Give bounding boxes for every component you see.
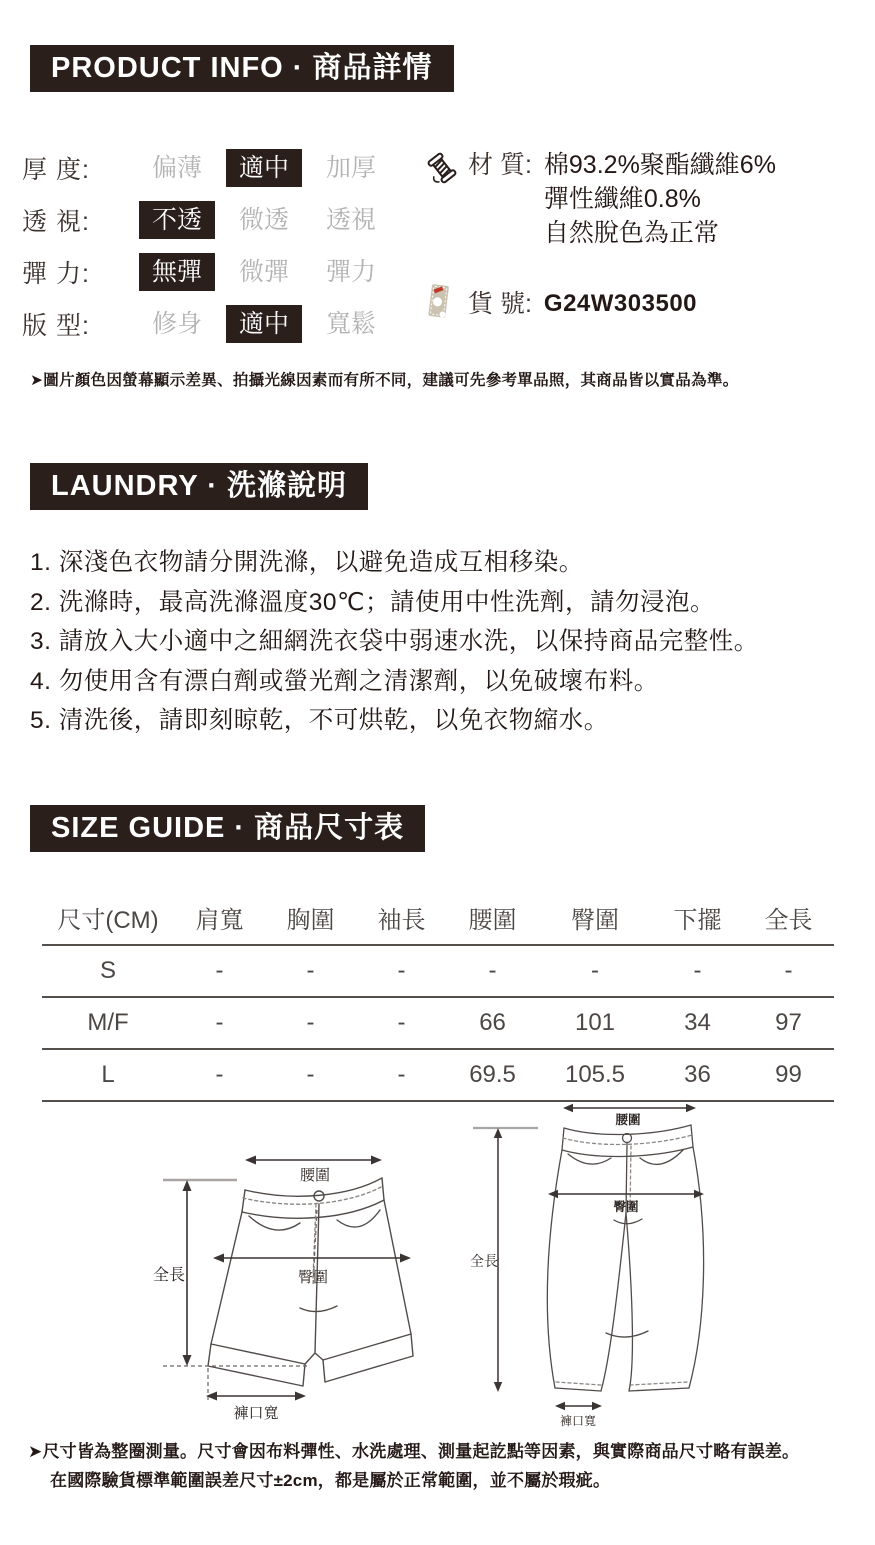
item-number-label: 貨 號: [468, 289, 532, 318]
material-label: 材 質: [468, 151, 532, 179]
pants-leg-opening-label: 褲口寬 [559, 1414, 597, 1428]
attribute-label: 透 視: [22, 208, 90, 236]
shorts-waist-label: 腰圍 [299, 1167, 331, 1184]
laundry-item: 1. 深淺色衣物請分開洗滌，以避免造成互相移染。 [30, 549, 584, 576]
item-number-value: G24W303500 [543, 289, 698, 317]
laundry-item: 5. 清洗後，請即刻晾乾，不可烘乾，以免衣物縮水。 [30, 707, 609, 734]
attribute-option-selected: 適中 [226, 149, 302, 187]
size-table-header-row [42, 890, 834, 945]
size-value-cell: - [447, 945, 538, 997]
attribute-option: 偏薄 [151, 154, 202, 182]
size-table-column-header: 全長 [743, 890, 834, 945]
size-name-cell: M/F [42, 997, 174, 1049]
shorts-measurement-diagram [145, 1148, 425, 1428]
size-value-cell: - [743, 945, 834, 997]
attribute-option: 微透 [238, 206, 289, 234]
size-table-column-header: 腰圍 [447, 890, 538, 945]
size-value-cell: 66 [447, 997, 538, 1049]
size-table-column-header: 肩寬 [174, 890, 265, 945]
size-disclaimer-line2: 在國際驗貨標準範圍誤差尺寸±2cm，都是屬於正常範圍，並不屬於瑕疵。 [50, 1471, 611, 1490]
attribute-option-selected: 不透 [139, 201, 215, 239]
laundry-item: 3. 請放入大小適中之細網洗衣袋中弱速水洗，以保持商品完整性。 [30, 628, 759, 655]
size-table-row [42, 997, 834, 1049]
item-number-row [424, 280, 697, 327]
size-table-column-header: 下擺 [652, 890, 743, 945]
attribute-label: 版 型: [22, 312, 90, 340]
clothing-tag-icon [424, 280, 468, 327]
size-table [42, 890, 834, 1102]
attribute-label: 彈 力: [22, 260, 90, 288]
size-value-cell: 97 [743, 997, 834, 1049]
size-value-cell: - [174, 1049, 265, 1101]
size-table-column-header: 胸圍 [265, 890, 356, 945]
attribute-list [22, 142, 389, 350]
material-row [424, 148, 872, 250]
size-value-cell: - [174, 997, 265, 1049]
size-value-cell: - [356, 1049, 447, 1101]
pants-measurement-diagram [468, 1098, 713, 1433]
attribute-option: 修身 [151, 310, 202, 338]
size-name-cell: S [42, 945, 174, 997]
size-disclaimer-line1: ➤尺寸皆為整圈測量。尺寸會因布料彈性、水洗處理、測量起訖點等因素，與實際商品尺寸略有誤差。 [28, 1442, 800, 1461]
shorts-length-label: 全長 [153, 1267, 186, 1284]
size-value-cell: - [265, 997, 356, 1049]
attribute-option-selected: 適中 [226, 305, 302, 343]
size-table-column-header: 袖長 [356, 890, 447, 945]
attribute-option: 微彈 [238, 258, 289, 286]
size-value-cell: 101 [538, 997, 652, 1049]
attribute-option: 加厚 [325, 154, 376, 182]
laundry-item: 2. 洗滌時，最高洗滌溫度30℃；請使用中性洗劑，請勿浸泡。 [30, 588, 716, 616]
pants-length-label: 全長 [470, 1253, 498, 1269]
size-table-column-header: 臀圍 [538, 890, 652, 945]
size-value-cell: - [356, 997, 447, 1049]
thread-spool-icon [424, 148, 468, 191]
size-table-row [42, 945, 834, 997]
attribute-option: 寬鬆 [325, 310, 376, 338]
product-info-header: PRODUCT INFO · 商品詳情 [30, 45, 454, 92]
shorts-hip-label: 臀圍 [297, 1269, 329, 1286]
size-value-cell: - [538, 945, 652, 997]
attribute-row-2 [22, 246, 389, 298]
attribute-row-0 [22, 142, 389, 194]
size-disclaimer-note [28, 1437, 858, 1495]
size-name-cell: L [42, 1049, 174, 1101]
size-value-cell: 99 [743, 1049, 834, 1101]
attribute-option-selected: 無彈 [139, 253, 215, 291]
pants-hip-label: 臀圍 [613, 1200, 639, 1214]
attribute-option: 透視 [325, 206, 376, 234]
size-value-cell: 34 [652, 997, 743, 1049]
size-value-cell: 36 [652, 1049, 743, 1101]
material-value [544, 148, 776, 250]
attribute-row-3 [22, 298, 389, 350]
color-disclaimer-note: ➤圖片顏色因螢幕顯示差異、拍攝光線因素而有所不同，建議可先參考單品照，其商品皆以實品為準。 [30, 372, 739, 389]
material-line: 彈性纖維0.8% [543, 185, 701, 213]
material-line: 自然脫色為正常 [543, 219, 719, 247]
attribute-label: 厚 度: [22, 156, 90, 184]
material-and-sku-panel [424, 148, 872, 318]
material-line: 棉93.2%聚酯纖維6% [543, 151, 776, 179]
attribute-option: 彈力 [325, 258, 376, 286]
laundry-header: LAUNDRY · 洗滌說明 [30, 463, 368, 510]
laundry-item: 4. 勿使用含有漂白劑或螢光劑之清潔劑，以免破壞布料。 [30, 667, 659, 695]
size-value-cell: - [652, 945, 743, 997]
shorts-leg-opening-label: 褲口寬 [233, 1405, 279, 1422]
size-table-row [42, 1049, 834, 1101]
pants-waist-label: 腰圍 [615, 1113, 641, 1127]
size-value-cell: 69.5 [447, 1049, 538, 1101]
size-table-column-header: 尺寸(CM) [42, 890, 174, 945]
attribute-row-1 [22, 194, 389, 246]
size-guide-header: SIZE GUIDE · 商品尺寸表 [30, 805, 425, 852]
size-value-cell: - [356, 945, 447, 997]
size-value-cell: 105.5 [538, 1049, 652, 1101]
size-value-cell: - [174, 945, 265, 997]
size-value-cell: - [265, 945, 356, 997]
laundry-instructions [30, 543, 860, 741]
size-value-cell: - [265, 1049, 356, 1101]
